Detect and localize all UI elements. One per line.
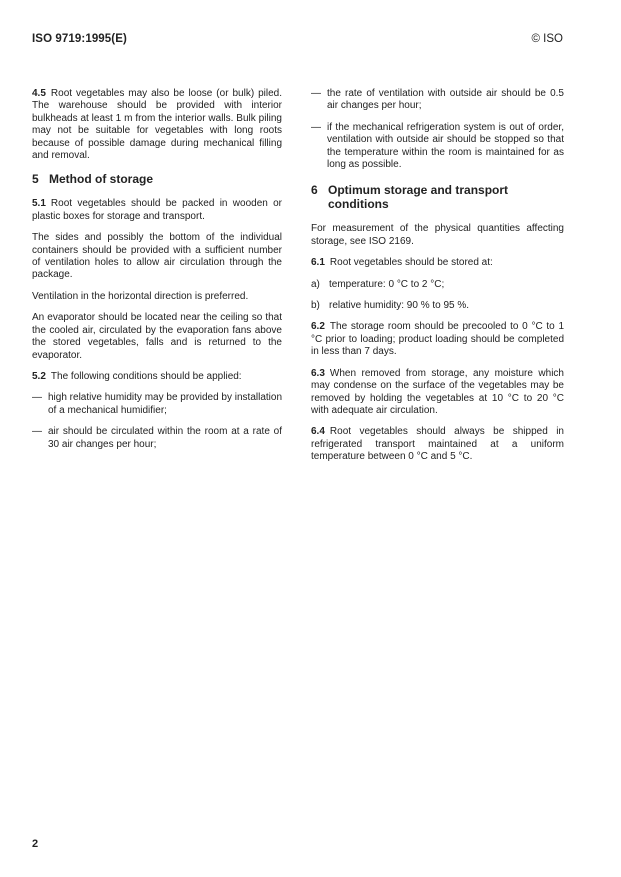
list-item-text: the rate of ventilation with outside air should be 0.5 air changes per hour; (327, 88, 564, 112)
clause-number: 6.1 (311, 257, 325, 269)
item-marker: b) (311, 300, 320, 312)
paragraph: An evaporator should be located near the ceiling so that the cooled air, circulated by the evaporation fans above the stored vegetables, falls and is returned to the evaporator. (32, 312, 282, 361)
list-item-text: air should be circulated within the room at a rate of 30 air changes per hour; (48, 426, 282, 450)
clause-number: 6.2 (311, 321, 325, 333)
list-item (311, 279, 564, 291)
clause-5-2 (32, 371, 282, 383)
paragraph: The sides and possibly the bottom of the individual containers should be provided with a sufficient number of ventilation holes to allow air circulation through the package. (32, 232, 282, 281)
dash-marker: — (32, 426, 42, 438)
clause-number: 6.3 (311, 367, 325, 379)
section-title: Optimum storage and transport conditions (328, 183, 509, 212)
list-item-text: temperature: 0 °C to 2 °C; (329, 278, 445, 290)
clause-6-4 (311, 426, 564, 463)
list-item-text: relative humidity: 90 % to 95 %. (329, 300, 470, 312)
section-number: 6 (311, 183, 318, 198)
list-item-text: if the mechanical refrigeration system is out of order, ventilation with outside air should be stopped so that the temperature within the room is maintained for as long as possible. (327, 121, 564, 171)
clause-text: The following conditions should be applied: (50, 370, 242, 382)
section-5-heading (32, 172, 282, 186)
clause-text: Root vegetables may also be loose (or bulk) piled. The warehouse should be provided with interior bulkheads at least 1 m from the interior walls. Bulk piling may not be suitable for vegetables with long roots because of possible damage during mechanical filling and removal. (32, 88, 282, 162)
clause-text: The storage room should be precooled to 0 °C to 1 °C prior to loading; product loading should be completed in less than 7 days. (311, 321, 564, 358)
list-item (311, 122, 564, 172)
clause-text: Root vegetables should always be shipped in refrigerated transport maintained at a uniform temperature between 0 °C and 5 °C. (311, 426, 564, 463)
clause-5-1 (32, 198, 282, 223)
clause-4-5 (32, 88, 282, 162)
clause-number: 5.1 (32, 198, 46, 210)
list-item (32, 426, 282, 451)
page-number: 2 (32, 838, 39, 850)
dash-marker: — (311, 88, 321, 99)
dash-marker: — (32, 392, 42, 404)
clause-text: Root vegetables should be stored at: (329, 257, 493, 269)
section-title: Method of storage (49, 172, 153, 187)
list-item-text: high relative humidity may be provided by installation of a mechanical humidifier; (48, 392, 283, 416)
clause-text: When removed from storage, any moisture which may condense on the surface of the vegetables may be removed by holding the vegetables at 10 °C to 20 °C with adequate air circulation. (311, 367, 564, 416)
section-number: 5 (32, 172, 39, 187)
clause-6-3 (311, 368, 564, 418)
paragraph: For measurement of the physical quantities affecting storage, see ISO 2169. (311, 223, 564, 247)
clause-number: 6.4 (311, 426, 325, 438)
list-item (311, 88, 564, 113)
section-6-heading (311, 183, 564, 211)
clause-6-2 (311, 321, 564, 358)
clause-6-1 (311, 257, 564, 269)
document-id: ISO 9719:1995(E) (32, 33, 127, 45)
dash-marker: — (311, 121, 321, 133)
right-column (311, 88, 564, 473)
paragraph: Ventilation in the horizontal direction is preferred. (32, 290, 249, 302)
item-marker: a) (311, 278, 320, 290)
clause-text: Root vegetables should be packed in wooden or plastic boxes for storage and transport. (32, 198, 282, 222)
copyright-mark: © ISO (531, 33, 563, 45)
list-item (32, 392, 282, 417)
clause-number: 5.2 (32, 370, 46, 382)
left-column (32, 88, 282, 460)
list-item (311, 300, 564, 312)
clause-number: 4.5 (32, 88, 46, 99)
